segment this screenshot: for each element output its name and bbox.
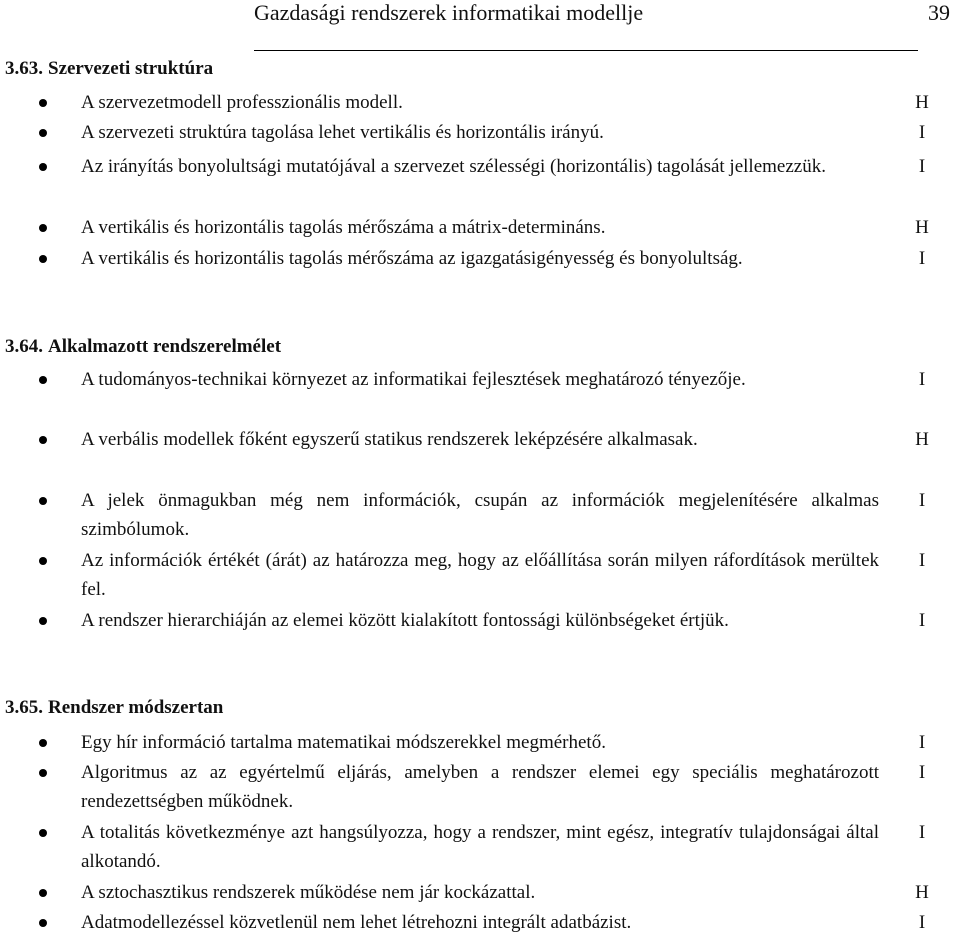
statement-text: A rendszer hierarchiáján az elemei között kialakított fontossági különbségeket értjük. [81,610,729,631]
bullet-icon [39,497,47,505]
statement-text: Az irányítás bonyolultsági mutatójával a szervezet szélességi (horizontális) tagolását jellemezzük. [81,156,826,177]
statement-text: Az információk értékét (árát) az határozza meg, hogy az előállítása során milyen ráfordítások merültek fel. [81,550,879,600]
statement-text: A verbális modellek főként egyszerű statikus rendszerek leképzésére alkalmasak. [81,429,698,450]
section-title: Rendszer módszertan [48,697,224,718]
answer-mark: I [918,248,926,269]
bullet-icon [39,617,47,625]
statement-text: A tudományos-technikai környezet az informatikai fejlesztések meghatározó tényezője. [81,369,746,390]
section-number: 3.63. [5,58,43,79]
section-number: 3.64. [5,336,43,357]
statement-text: Algoritmus az az egyértelmű eljárás, amelyben a rendszer elemei egy speciális meghatározott rendezettségben működnek. [81,762,879,812]
bullet-icon [39,129,47,137]
answer-mark: I [918,369,926,390]
answer-mark: I [918,490,926,511]
answer-mark: I [918,762,926,783]
statement-text: A jelek önmagukban még nem információk, csupán az információk megjelenítésére alkalmas szimbólumok. [81,490,879,540]
statement-text: Adatmodellezéssel közvetlenül nem lehet létrehozni integrált adatbázist. [81,912,632,933]
answer-mark: I [918,732,926,753]
statement-text: A vertikális és horizontális tagolás mérőszáma az igazgatásigényesség és bonyolultság. [81,248,743,269]
answer-mark: I [918,912,926,933]
answer-mark: I [918,822,926,843]
section-title: Szervezeti struktúra [48,58,214,79]
bullet-icon [39,829,47,837]
bullet-icon [39,163,47,171]
answer-mark: H [915,92,929,113]
statement-text: A vertikális és horizontális tagolás mérőszáma a mátrix-determináns. [81,217,606,238]
answer-mark: I [918,610,926,631]
section-number: 3.65. [5,697,43,718]
section-heading-3-65 [5,697,223,719]
bullet-icon [39,255,47,263]
answer-mark: H [915,217,929,238]
section-title: Alkalmazott rendszerelmélet [48,336,282,357]
answer-mark: H [915,882,929,903]
statement-text: A sztochasztikus rendszerek működése nem jár kockázattal. [81,882,536,903]
statement-text: A totalitás következménye azt hangsúlyozza, hogy a rendszer, mint egész, integratív tulajdonságai által alkotandó. [81,822,879,872]
answer-mark: I [918,122,926,143]
statement-text: A szervezetmodell professzionális modell. [81,92,403,113]
bullet-icon [39,99,47,107]
bullet-icon [39,224,47,232]
section-heading-3-63 [5,58,213,80]
bullet-icon [39,769,47,777]
answer-mark: H [915,429,929,450]
page-number: 39 [928,0,950,25]
bullet-icon [39,739,47,747]
bullet-icon [39,376,47,384]
statement-text: Egy hír információ tartalma matematikai módszerekkel megmérhető. [81,732,606,753]
page-header [0,0,960,30]
statement-text: A szervezeti struktúra tagolása lehet vertikális és horizontális irányú. [81,122,604,143]
bullet-icon [39,436,47,444]
answer-mark: I [918,156,926,177]
running-title: Gazdasági rendszerek informatikai modellje [254,0,644,25]
answer-mark: I [918,550,926,571]
bullet-icon [39,557,47,565]
section-heading-3-64 [5,336,281,358]
bullet-icon [39,919,47,927]
bullet-icon [39,889,47,897]
header-rule [254,50,918,51]
